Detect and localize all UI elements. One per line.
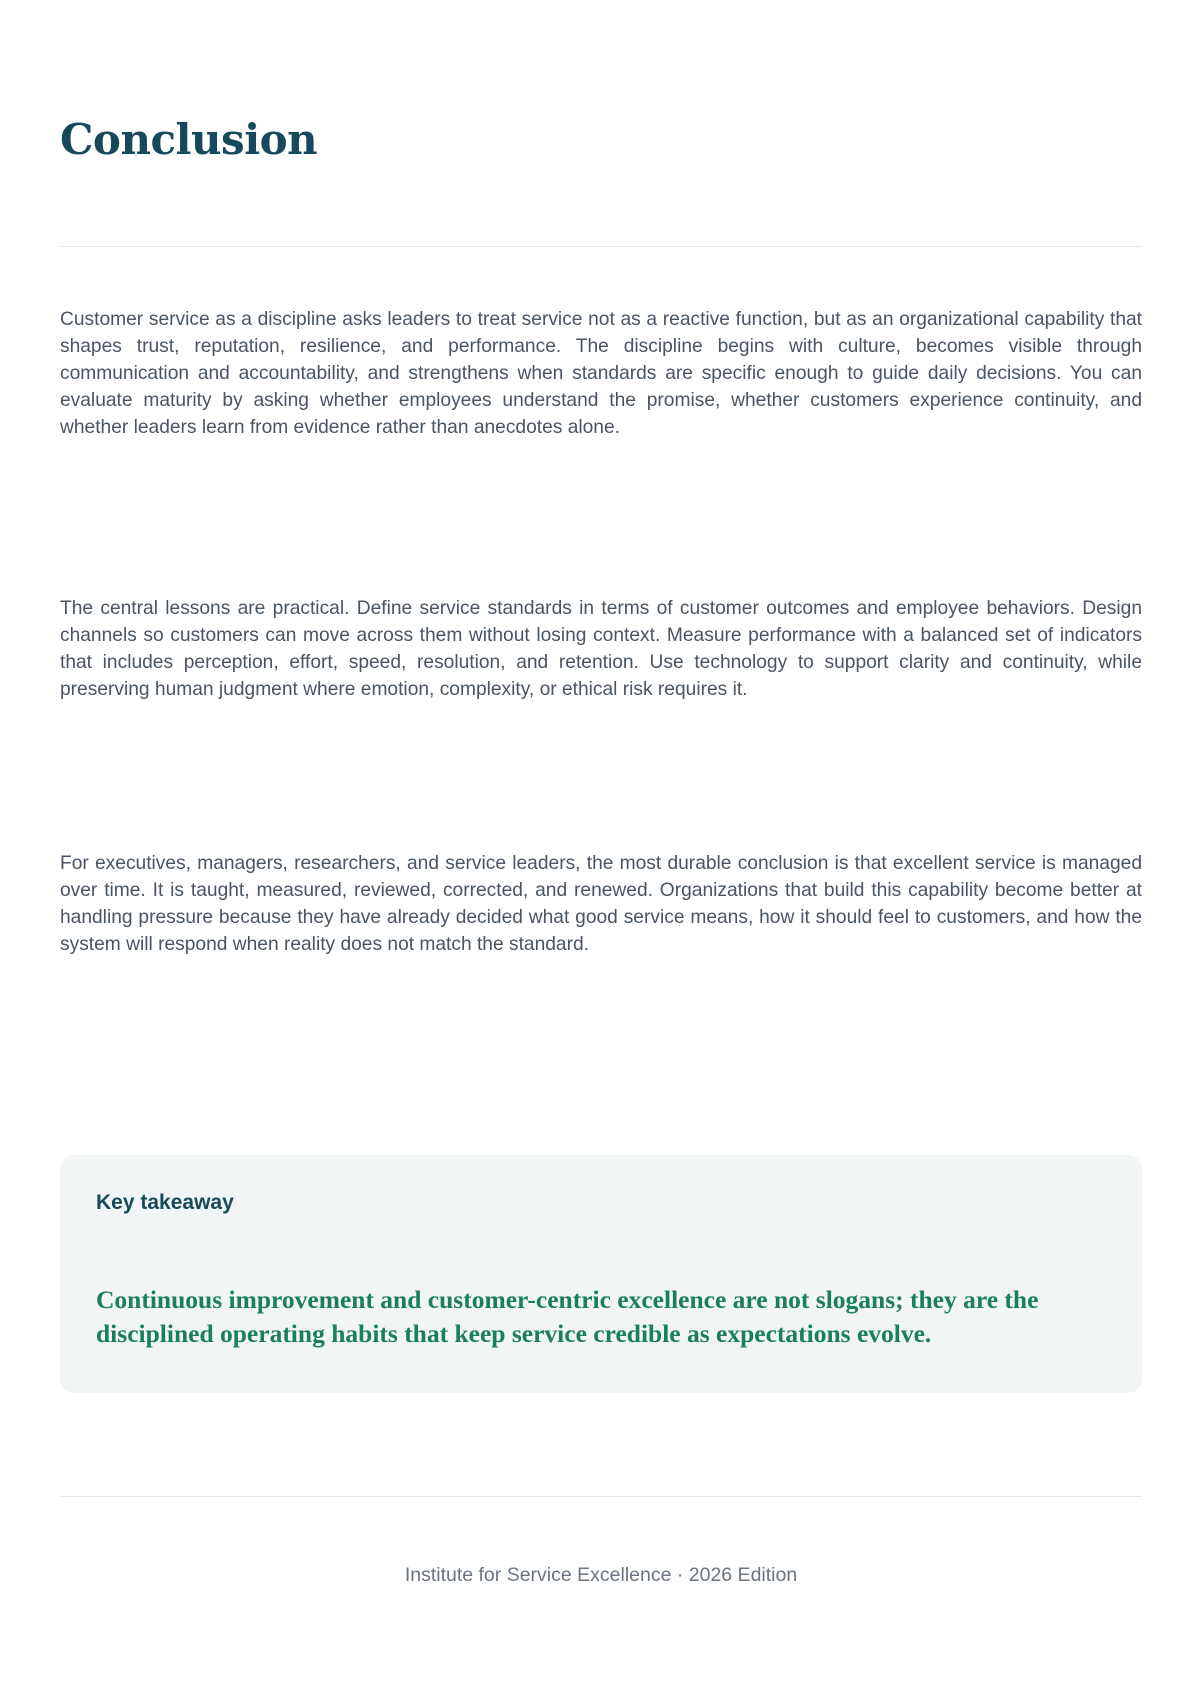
page-title: Conclusion	[60, 115, 318, 164]
footer-divider	[60, 1496, 1142, 1497]
body-paragraph-1: Customer service as a discipline asks leaders to treat service not as a reactive function, but as an organizational capability that shapes trust, reputation, resilience, and performance. The discipline begins with culture, becomes visible through communication and accountability, and strengthens when standards are specific enough to guide daily decisions. You can evaluate maturity by asking whether employees understand the promise, whether customers experience continuity, and whether leaders learn from evidence rather than anecdotes alone.	[60, 309, 1142, 438]
title-divider	[60, 246, 1142, 247]
callout-quote: Continuous improvement and customer-centric excellence are not slogans; they are the disciplined operating habits that keep service credible as expectations evolve.	[96, 1285, 1039, 1348]
page	[60, 0, 1142, 1696]
key-takeaway-callout	[60, 1155, 1142, 1393]
body-paragraph-3: For executives, managers, researchers, and service leaders, the most durable conclusion is that excellent service is managed over time. It is taught, measured, reviewed, corrected, and renewed. Organizations that build this capability become better at handling pressure because they have already decided what good service means, how it should feel to customers, and how the system will respond when reality does not match the standard.	[60, 853, 1142, 955]
body-paragraph-2: The central lessons are practical. Define service standards in terms of customer outcomes and employee behaviors. Design channels so customers can move across them without losing context. Measure performance with a balanced set of indicators that includes perception, effort, speed, resolution, and retention. Use technology to support clarity and continuity, while preserving human judgment where emotion, complexity, or ethical risk requires it.	[60, 598, 1142, 700]
callout-label: Key takeaway	[96, 1191, 234, 1214]
page-footer: Institute for Service Excellence · 2026 Edition	[404, 1564, 798, 1586]
